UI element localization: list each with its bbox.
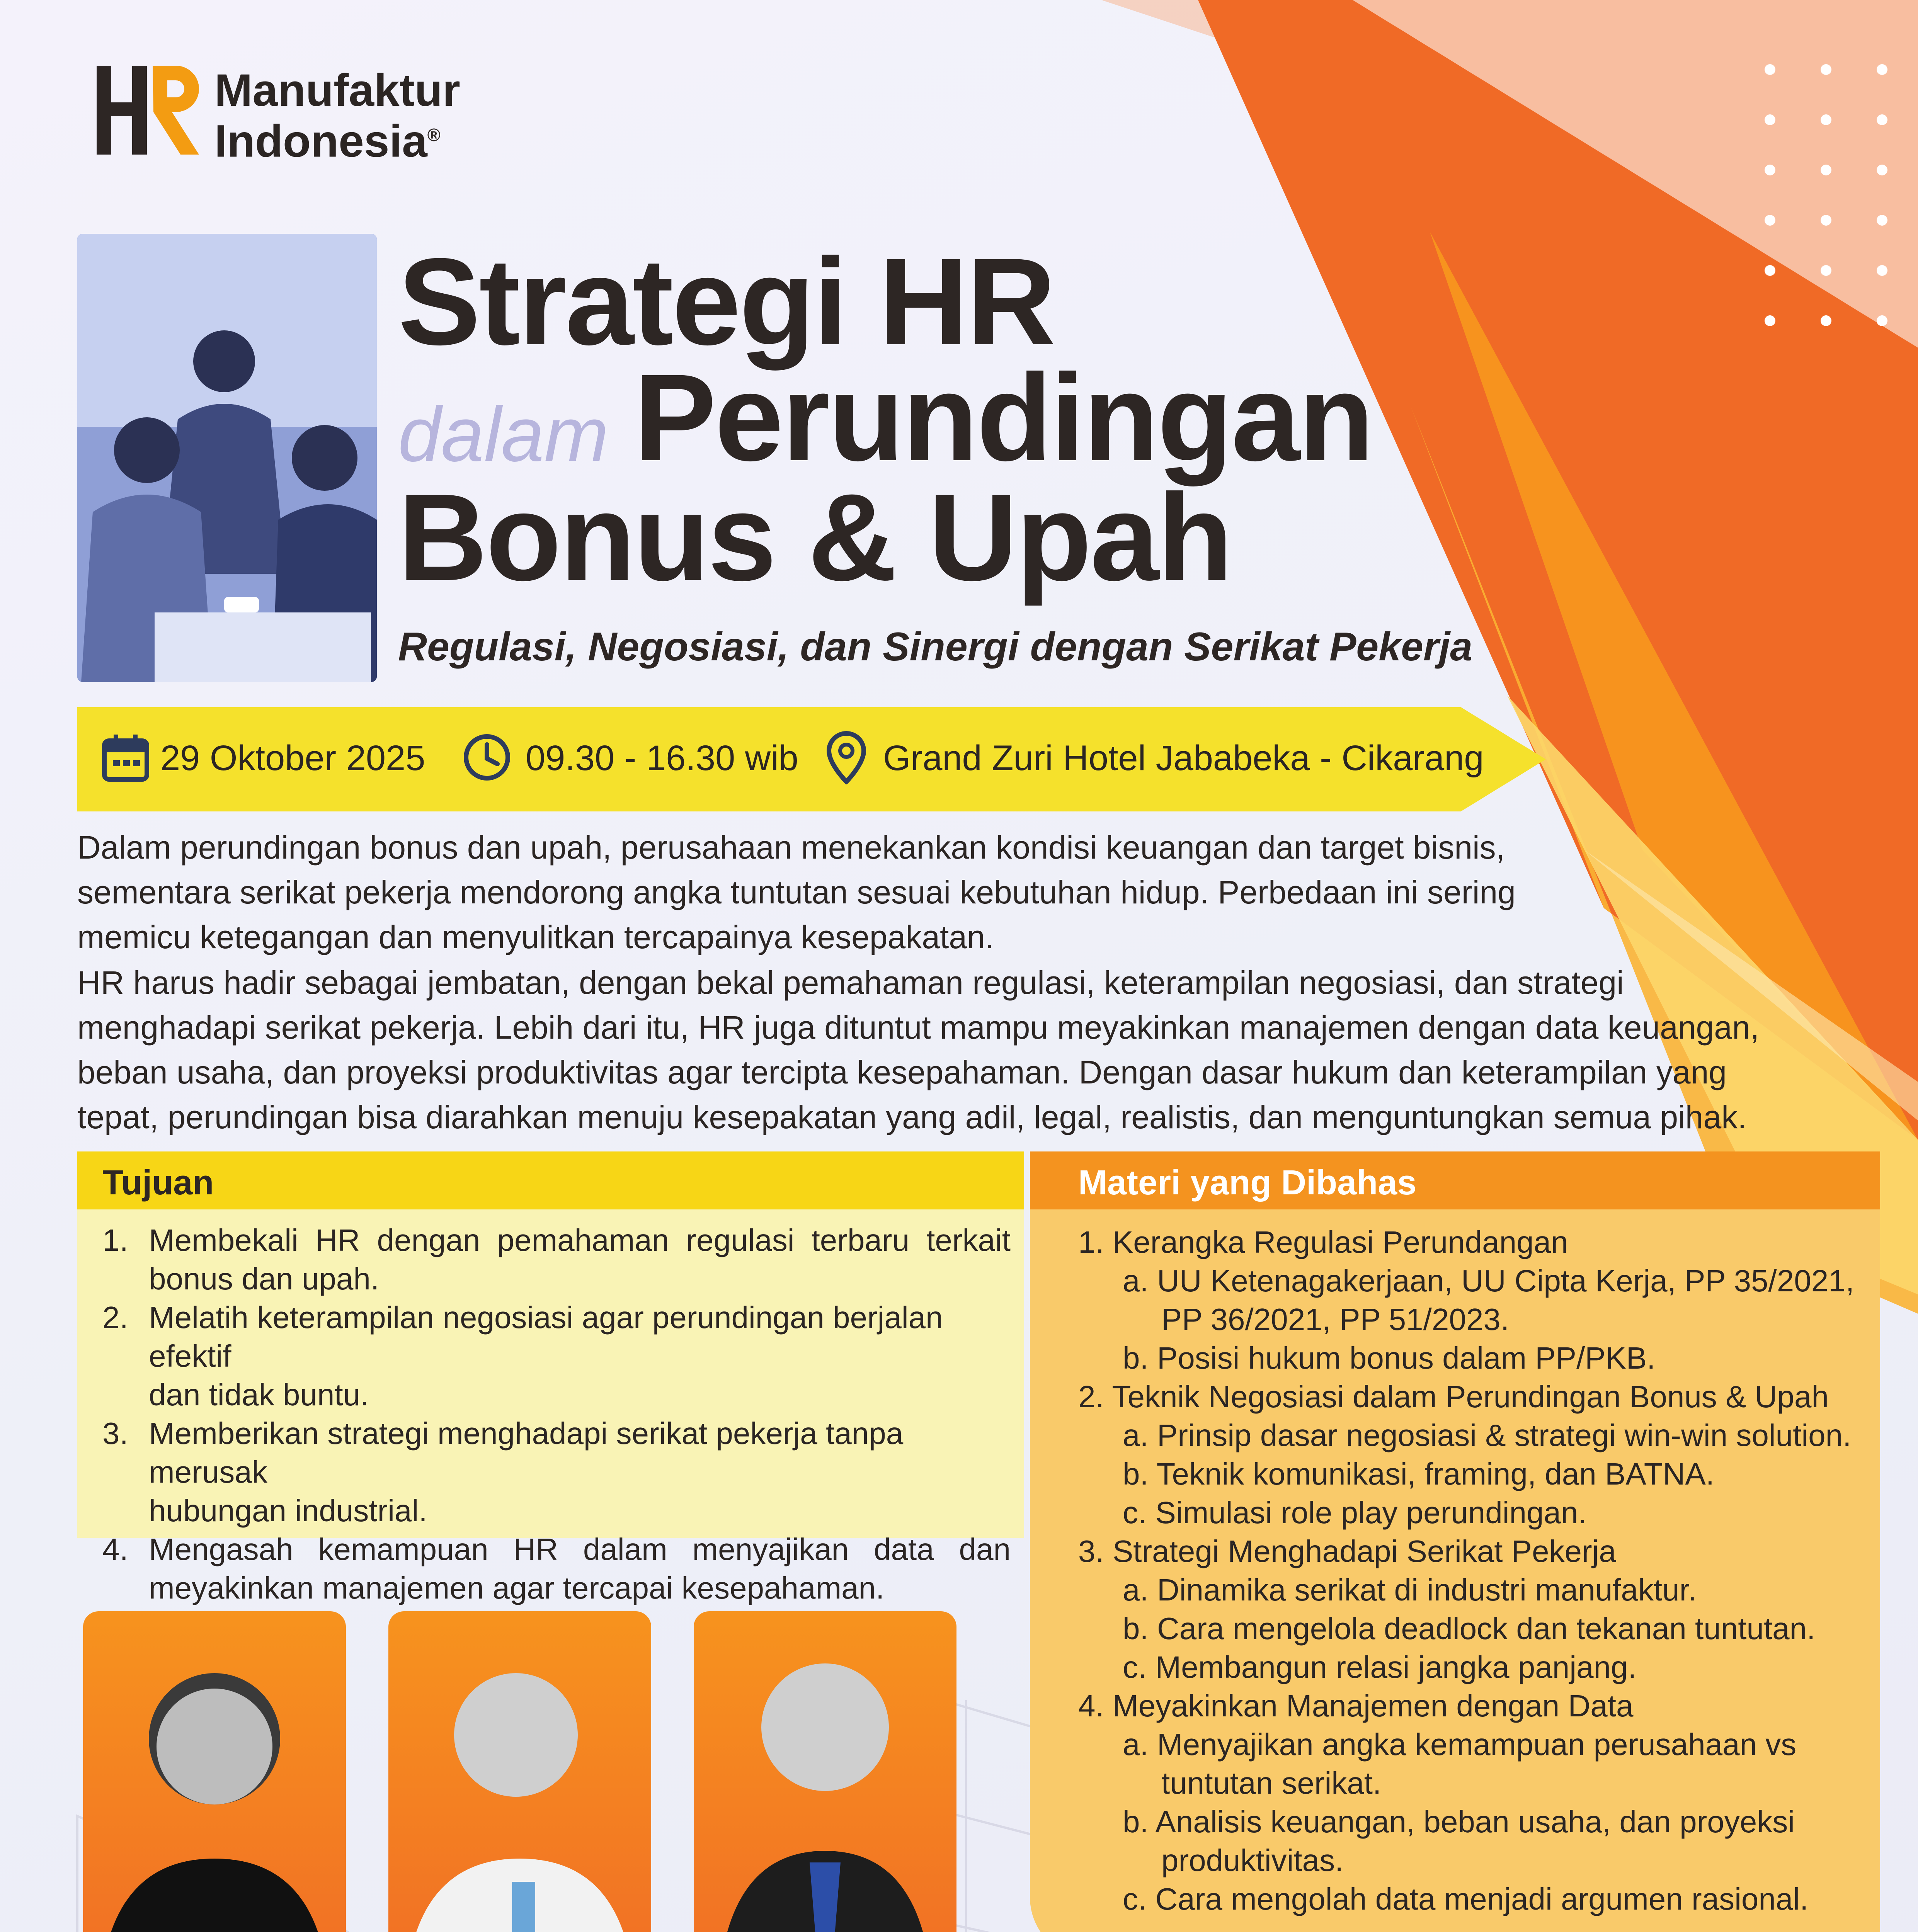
materi-line: b. Analisis keuangan, beban usaha, dan proyeksi xyxy=(1123,1804,1795,1839)
speaker-photo-2 xyxy=(388,1611,651,1932)
materi-line: produktivitas. xyxy=(1161,1843,1344,1878)
logo-line-2: Indonesia® xyxy=(214,116,441,167)
info-bar xyxy=(77,707,1546,811)
header-photo xyxy=(77,234,377,682)
event-place: Grand Zuri Hotel Jababeka - Cikarang xyxy=(883,738,1484,778)
title-dalam: dalam xyxy=(398,391,609,478)
materi-line: a. UU Ketenagakerjaan, UU Cipta Kerja, PP 35/2021, xyxy=(1123,1264,1854,1298)
materi-line: b. Teknik komunikasi, framing, dan BATNA. xyxy=(1123,1457,1715,1491)
materi-line: tuntutan serikat. xyxy=(1161,1766,1382,1800)
speaker-photo-1 xyxy=(83,1611,346,1932)
tujuan-item-3: 3. Memberikan strategi menghadapi serikat pekerja tanpa merusak hubungan industrial. xyxy=(102,1416,904,1528)
materi-line: b. Cara mengelola deadlock dan tekanan tuntutan. xyxy=(1123,1611,1816,1646)
materi-line: b. Posisi hukum bonus dalam PP/PKB. xyxy=(1123,1341,1656,1375)
tujuan-list xyxy=(102,1221,1011,1607)
materi-line: a. Dinamika serikat di industri manufaktur. xyxy=(1123,1573,1697,1607)
hr-logo-mark xyxy=(91,62,207,158)
materi-line: c. Cara mengolah data menjadi argumen rasional. xyxy=(1123,1882,1809,1916)
materi-line: c. Simulasi role play perundingan. xyxy=(1123,1495,1587,1530)
dot-grid-decoration xyxy=(1762,62,1890,332)
speaker-photo-3 xyxy=(694,1611,956,1932)
materi-line: c. Membangun relasi jangka panjang. xyxy=(1123,1650,1637,1684)
materi-line: 2. Teknik Negosiasi dalam Perundingan Bonus & Upah xyxy=(1078,1379,1829,1414)
materi-line: 4. Meyakinkan Manajemen dengan Data xyxy=(1078,1689,1634,1723)
tujuan-heading: Tujuan xyxy=(102,1163,214,1202)
materi-line: 1. Kerangka Regulasi Perundangan xyxy=(1078,1225,1568,1259)
title-line-3: Bonus & Upah xyxy=(398,468,1232,606)
location-pin-icon xyxy=(825,730,868,784)
materi-line: a. Prinsip dasar negosiasi & strategi win-win solution. xyxy=(1123,1418,1852,1452)
tujuan-item-4: 4. Mengasah kemampuan HR dalam menyajikan data dan meyakinkan manajemen agar tercapai kesepahaman. xyxy=(102,1532,1011,1605)
tujuan-item-1: 1. Membekali HR dengan pemahaman regulasi terbaru terkait bonus dan upah. xyxy=(102,1223,1011,1296)
materi-line: PP 36/2021, PP 51/2023. xyxy=(1161,1302,1510,1337)
materi-list xyxy=(1078,1223,1870,1918)
title-line-2: Perundingan xyxy=(634,348,1373,486)
materi-line: 3. Strategi Menghadapi Serikat Pekerja xyxy=(1078,1534,1616,1568)
event-date: 29 Oktober 2025 xyxy=(160,738,425,778)
logo-line-1: Manufaktur xyxy=(214,65,460,116)
materi-heading: Materi yang Dibahas xyxy=(1078,1163,1417,1202)
tujuan-item-2: 2. Melatih keterampilan negosiasi agar perundingan berjalan efektif dan tidak buntu. xyxy=(102,1300,943,1412)
event-time: 09.30 - 16.30 wib xyxy=(526,738,798,778)
intro-paragraph-1: Dalam perundingan bonus dan upah, perusahaan menekankan kondisi keuangan dan target bisnis, sementara serikat pekerja mendorong angka tuntutan sesuai kebutuhan hidup. Perbedaan ini sering memicu ketegangan dan menyulitkan tercapainya kesepakatan. xyxy=(77,829,1516,955)
clock-icon xyxy=(462,732,512,782)
materi-line: a. Menyajikan angka kemampuan perusahaan vs xyxy=(1123,1727,1797,1762)
tujuan-header xyxy=(77,1151,1024,1209)
title-line-1: Strategi HR xyxy=(398,232,1055,371)
calendar-icon xyxy=(100,732,151,782)
brand-logo xyxy=(91,62,477,167)
intro-paragraph-2: HR harus hadir sebagai jembatan, dengan bekal pemahaman regulasi, keterampilan negosiasi, dan strategi menghadapi serikat pekerja. Lebih dari itu, HR juga dituntut mampu meyakinkan manajemen dengan data keuangan, beban usaha, dan proyeksi produktivitas agar tercipta kesepahaman. Dengan dasar hukum dan keterampilan yang tepat, perundingan bisa diarahkan menuju kesepakatan yang adil, legal, realistis, dan menguntungkan semua pihak. xyxy=(77,964,1760,1135)
subtitle: Regulasi, Negosiasi, dan Sinergi dengan Serikat Pekerja xyxy=(398,624,1473,669)
